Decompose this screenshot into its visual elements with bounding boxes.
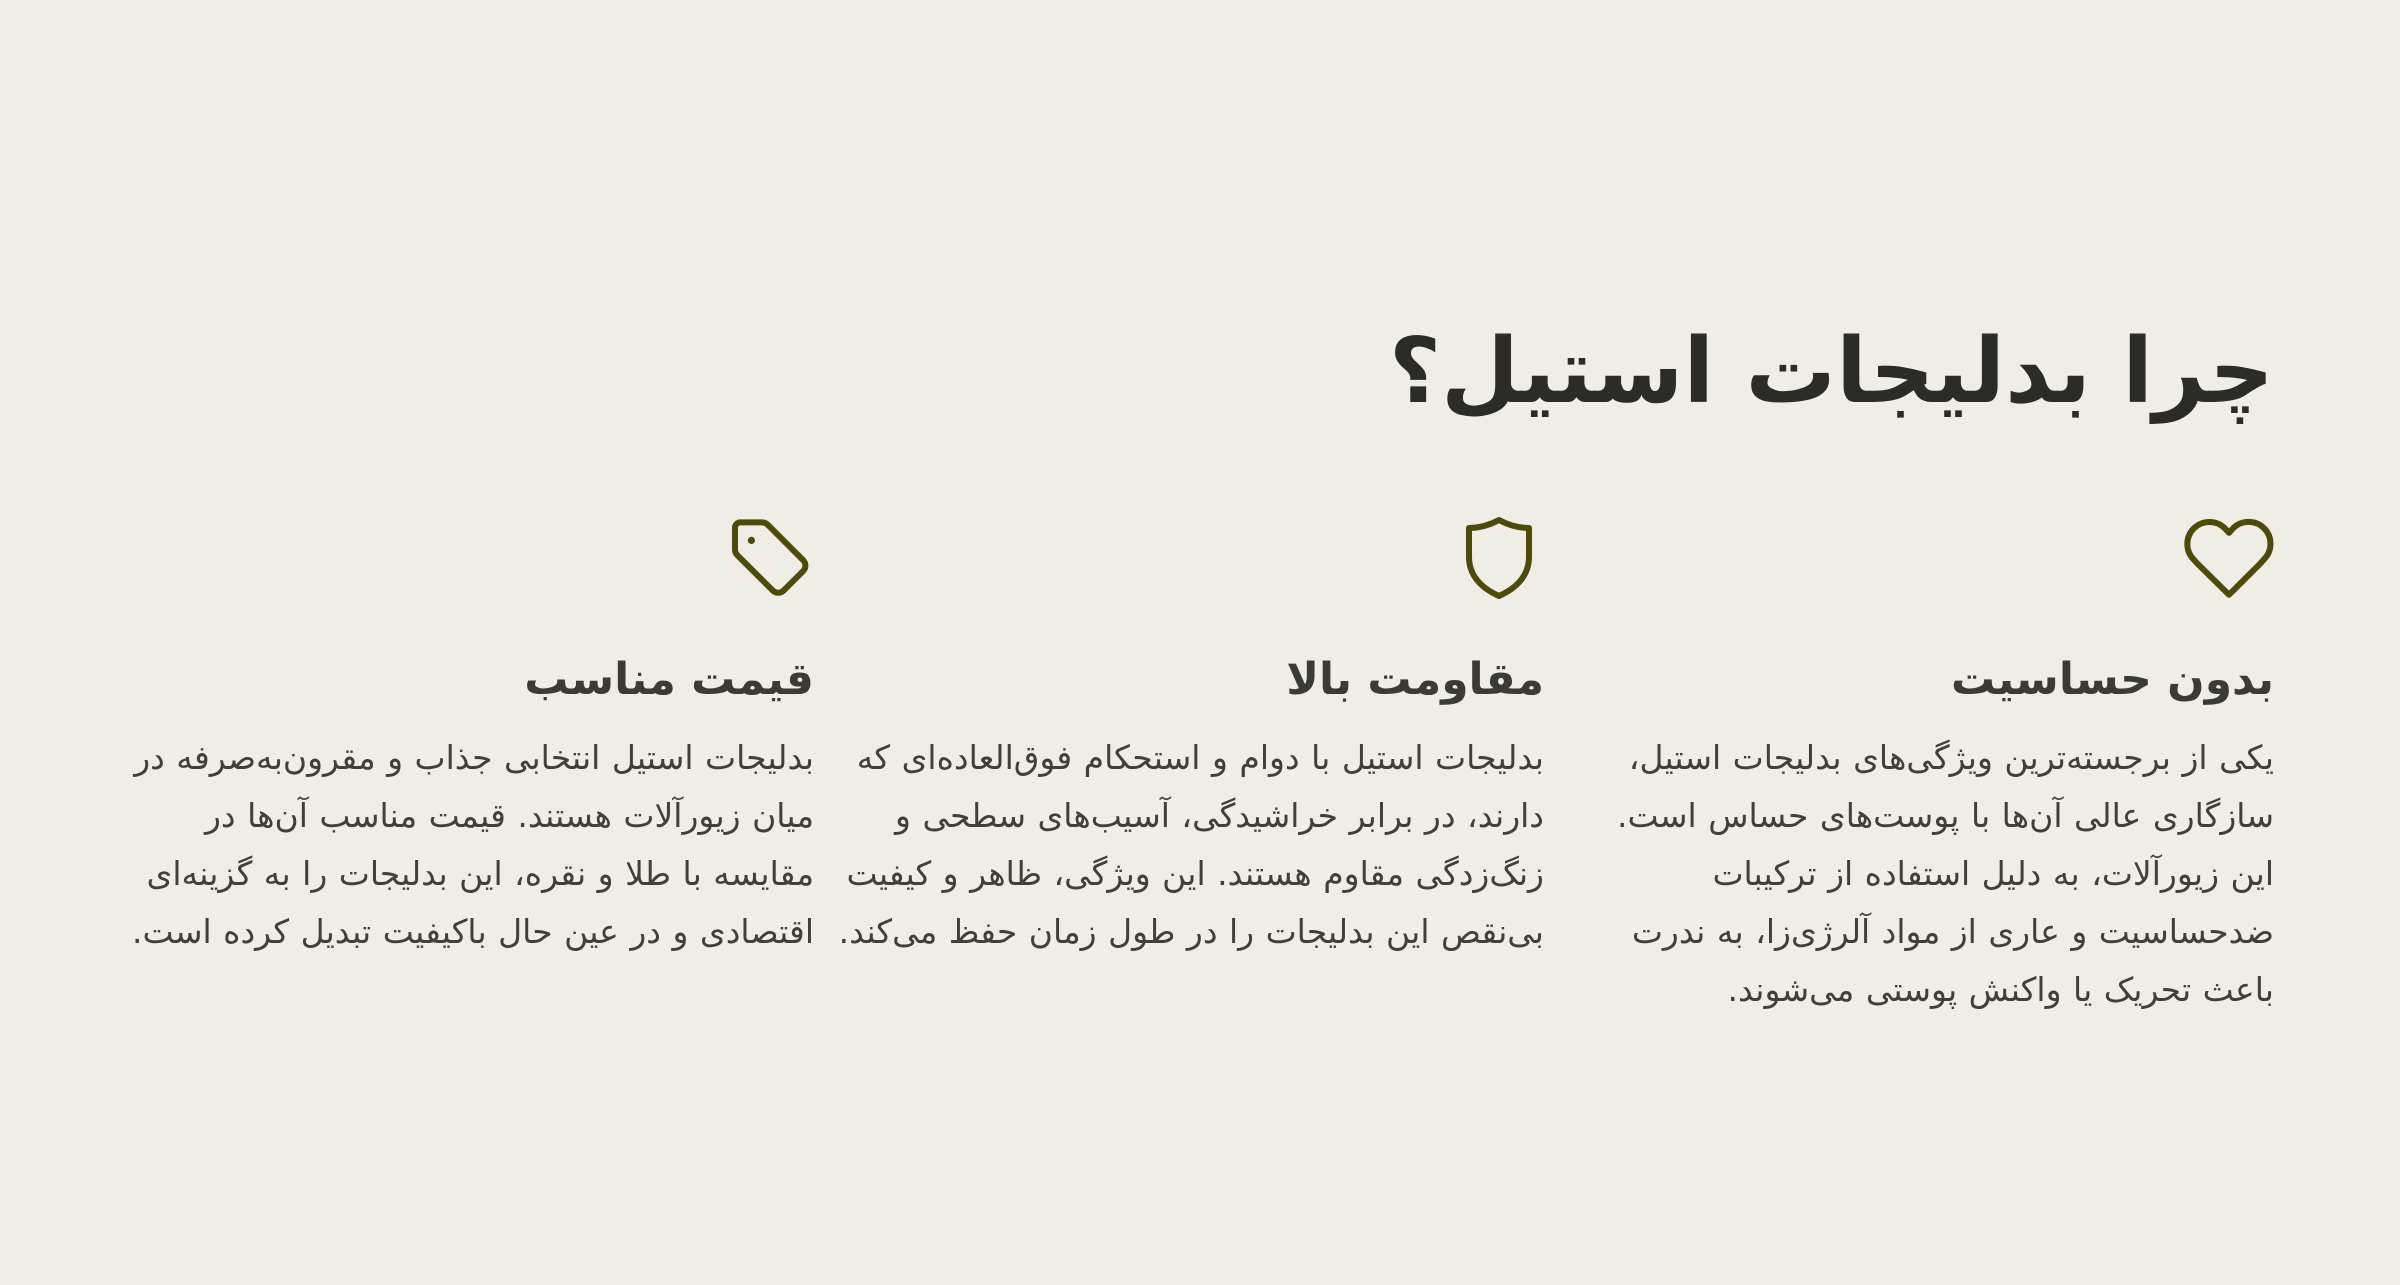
- feature-card-no-allergy: [1564, 510, 2274, 1019]
- feature-card-durability: [834, 510, 1544, 961]
- features-grid: [124, 510, 2274, 1030]
- heart-icon: [2181, 510, 2277, 606]
- feature-description: بدلیجات استیل انتخابی جذاب و مقرون‌به‌صرفه در میان زیورآلات هستند. قیمت مناسب آن‌ها در مقایسه با طلا و نقره، این بدلیجات را به گزینه‌ای اقتصادی و در عین حال باکیفیت تبدیل کرده است.: [131, 738, 814, 951]
- section-title: چرا بدلیجات استیل؟: [1388, 319, 2274, 424]
- shield-icon: [1451, 510, 1547, 606]
- feature-title: قیمت مناسب: [524, 654, 814, 705]
- feature-title: بدون حساسیت: [1951, 654, 2274, 705]
- feature-description: یکی از برجسته‌ترین ویژگی‌های بدلیجات استیل، سازگاری عالی آن‌ها با پوست‌های حساس است. این زیورآلات، به دلیل استفاده از ترکیبات ضدحساسیت و عاری از مواد آلرژی‌زا، به ندرت باعث تحریک یا واکنش پوستی می‌شوند.: [1617, 738, 2274, 1009]
- feature-card-price: [104, 510, 814, 961]
- feature-title: مقاومت بالا: [1286, 654, 1544, 705]
- feature-description: بدلیجات استیل با دوام و استحکام فوق‌العاده‌ای که دارند، در برابر خراشیدگی، آسیب‌های سطحی و زنگ‌زدگی مقاوم هستند. این ویژگی، ظاهر و کیفیت بی‌نقص این بدلیجات را در طول زمان حفظ می‌کند.: [838, 738, 1544, 951]
- price-tag-icon: [721, 510, 817, 606]
